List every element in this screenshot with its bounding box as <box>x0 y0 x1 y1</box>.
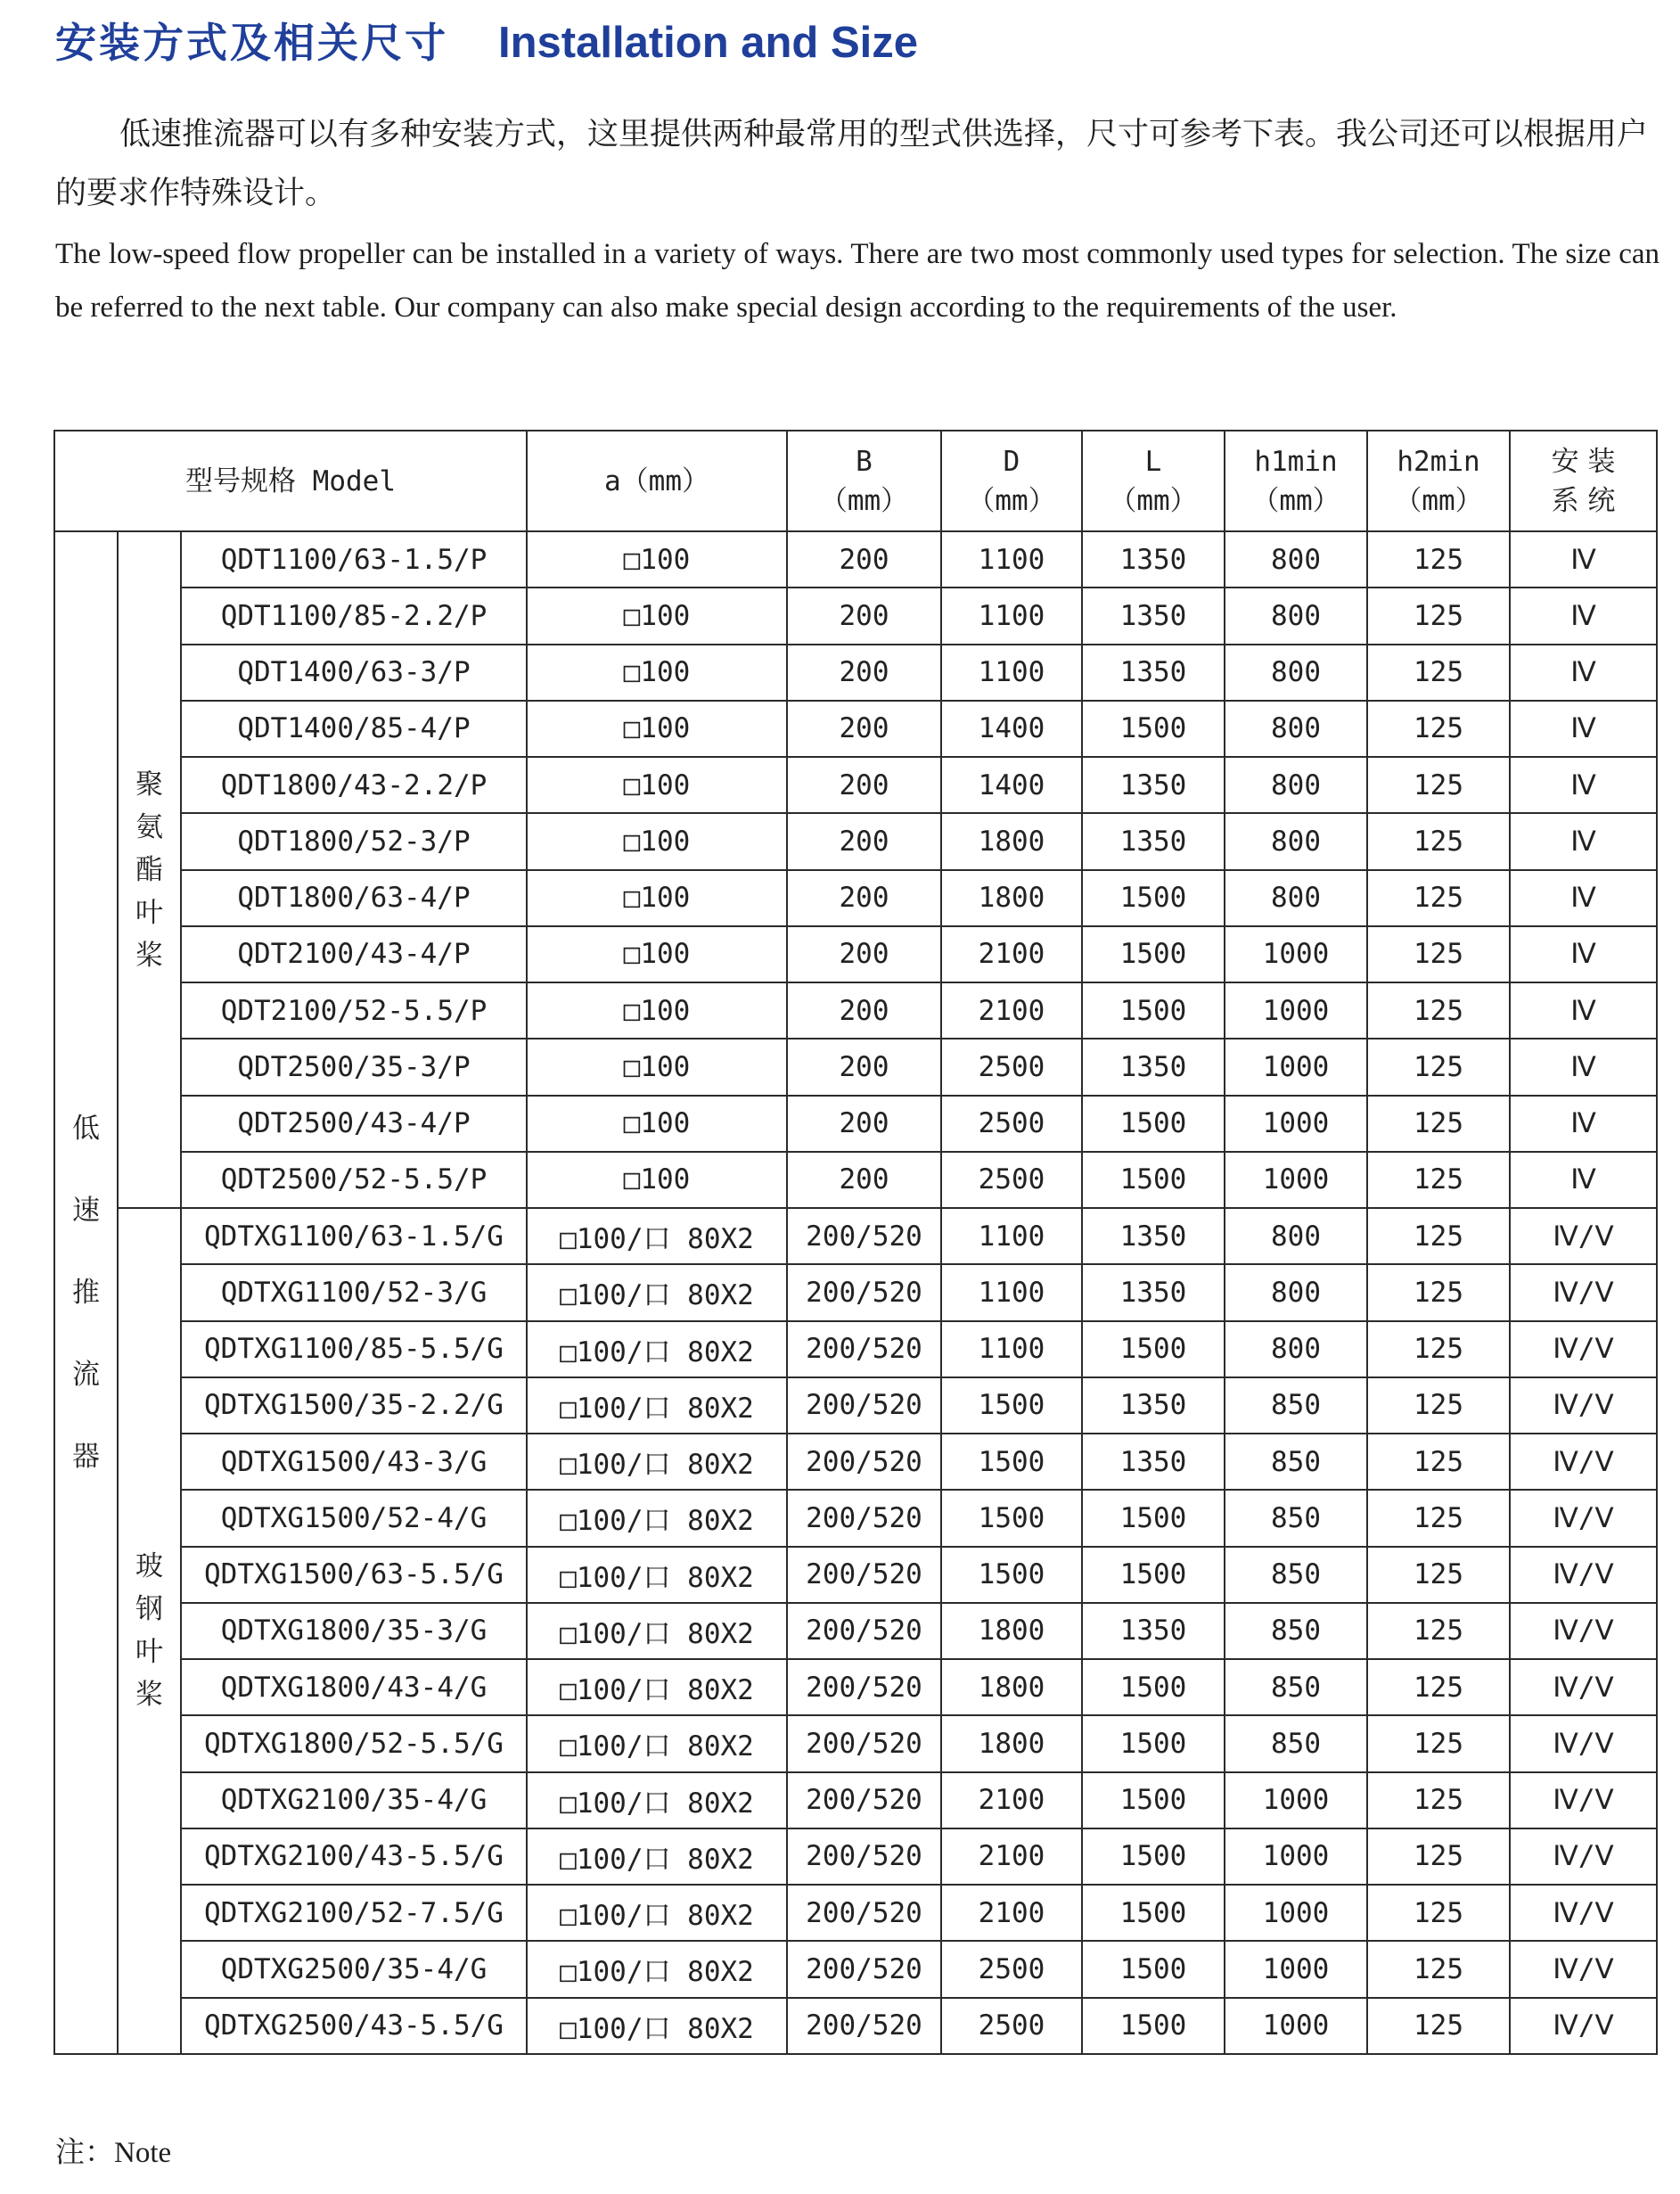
category-label-char: 器 <box>72 1440 100 1473</box>
page-title <box>55 11 918 70</box>
h1min-cell: 1000 <box>1225 1772 1367 1828</box>
d-cell: 2100 <box>941 1885 1082 1941</box>
a-cell: □100/口 80X2 <box>527 1547 787 1603</box>
category-label-char: 流 <box>72 1358 100 1391</box>
h1min-cell: 800 <box>1225 588 1367 644</box>
d-cell: 2100 <box>941 926 1082 982</box>
table-row <box>54 1998 1657 2054</box>
header-h1min <box>1225 431 1367 531</box>
l-cell: 1350 <box>1082 1603 1225 1659</box>
group-label-char: 聚 <box>135 768 163 801</box>
h2min-cell: 125 <box>1367 1434 1510 1490</box>
l-cell: 1500 <box>1082 1096 1225 1152</box>
h2min-cell: 125 <box>1367 531 1510 588</box>
install-system-cell: Ⅳ <box>1510 588 1657 644</box>
d-cell: 1800 <box>941 813 1082 869</box>
table-row <box>54 1096 1657 1152</box>
h1min-cell: 850 <box>1225 1715 1367 1771</box>
d-cell: 1100 <box>941 1264 1082 1320</box>
spec-table <box>53 430 1658 2055</box>
model-cell: QDT2500/35-3/P <box>181 1039 527 1095</box>
a-cell: □100/口 80X2 <box>527 1264 787 1320</box>
a-cell: □100 <box>527 701 787 757</box>
h1min-cell: 800 <box>1225 1321 1367 1377</box>
table-row <box>54 531 1657 588</box>
table-row <box>54 1885 1657 1941</box>
install-system-cell: Ⅳ <box>1510 1039 1657 1095</box>
table-row <box>54 1490 1657 1546</box>
h2min-cell: 125 <box>1367 588 1510 644</box>
a-cell: □100 <box>527 813 787 869</box>
header-b <box>787 431 941 531</box>
header-a: a（mm） <box>527 431 787 531</box>
h2min-cell: 125 <box>1367 813 1510 869</box>
install-system-cell: Ⅳ/Ⅴ <box>1510 1998 1657 2054</box>
b-cell: 200/520 <box>787 1659 941 1715</box>
header-h2-unit: （mm） <box>1394 484 1483 517</box>
model-cell: QDT1800/52-3/P <box>181 813 527 869</box>
header-install-system <box>1510 431 1657 531</box>
h2min-cell: 125 <box>1367 1659 1510 1715</box>
l-cell: 1500 <box>1082 1998 1225 2054</box>
d-cell: 1500 <box>941 1490 1082 1546</box>
h2min-cell: 125 <box>1367 1264 1510 1320</box>
a-cell: □100 <box>527 1152 787 1208</box>
model-cell: QDT2100/52-5.5/P <box>181 982 527 1039</box>
l-cell: 1350 <box>1082 813 1225 869</box>
group-label-char: 氨 <box>135 810 163 843</box>
install-system-cell: Ⅳ/Ⅴ <box>1510 1772 1657 1828</box>
l-cell: 1500 <box>1082 1885 1225 1941</box>
a-cell: □100 <box>527 757 787 813</box>
model-cell: QDTXG1500/43-3/G <box>181 1434 527 1490</box>
a-cell: □100/口 80X2 <box>527 1321 787 1377</box>
d-cell: 1100 <box>941 531 1082 588</box>
h1min-cell: 850 <box>1225 1434 1367 1490</box>
header-model: 型号规格 Model <box>54 431 527 531</box>
d-cell: 1500 <box>941 1547 1082 1603</box>
b-cell: 200/520 <box>787 1603 941 1659</box>
d-cell: 1500 <box>941 1377 1082 1434</box>
d-cell: 1100 <box>941 1321 1082 1377</box>
h2min-cell: 125 <box>1367 1377 1510 1434</box>
model-cell: QDTXG1100/52-3/G <box>181 1264 527 1320</box>
h1min-cell: 1000 <box>1225 926 1367 982</box>
table-row <box>54 1434 1657 1490</box>
category-label-char: 速 <box>72 1194 100 1227</box>
h2min-cell: 125 <box>1367 1490 1510 1546</box>
category-label-char: 低 <box>72 1112 100 1145</box>
b-cell: 200/520 <box>787 1547 941 1603</box>
h2min-cell: 125 <box>1367 1941 1510 1997</box>
h2min-cell: 125 <box>1367 1828 1510 1885</box>
b-cell: 200 <box>787 870 941 926</box>
install-system-cell: Ⅳ <box>1510 701 1657 757</box>
d-cell: 2500 <box>941 1096 1082 1152</box>
group-label-char: 玻 <box>135 1550 163 1583</box>
a-cell: □100/口 80X2 <box>527 1659 787 1715</box>
group-label-char: 桨 <box>135 1679 163 1712</box>
install-system-cell: Ⅳ/Ⅴ <box>1510 1264 1657 1320</box>
table-row <box>54 588 1657 644</box>
b-cell: 200 <box>787 813 941 869</box>
install-system-cell: Ⅳ/Ⅴ <box>1510 1603 1657 1659</box>
model-cell: QDT1400/63-3/P <box>181 645 527 701</box>
header-h1-label: h1min <box>1254 445 1338 478</box>
header-l <box>1082 431 1225 531</box>
title-chinese: 安装方式及相关尺寸 <box>55 19 448 67</box>
install-system-cell: Ⅳ <box>1510 870 1657 926</box>
model-cell: QDT1400/85-4/P <box>181 701 527 757</box>
h2min-cell: 125 <box>1367 1039 1510 1095</box>
l-cell: 1500 <box>1082 1715 1225 1771</box>
header-l-label: L <box>1144 445 1162 478</box>
a-cell: □100 <box>527 982 787 1039</box>
group-label-char: 酯 <box>135 853 163 886</box>
d-cell: 1100 <box>941 1208 1082 1264</box>
a-cell: □100 <box>527 870 787 926</box>
install-system-cell: Ⅳ <box>1510 982 1657 1039</box>
h1min-cell: 1000 <box>1225 1828 1367 1885</box>
install-system-cell: Ⅳ/Ⅴ <box>1510 1828 1657 1885</box>
table-header <box>54 431 1657 531</box>
d-cell: 1800 <box>941 1603 1082 1659</box>
category-label <box>54 531 118 2054</box>
a-cell: □100/口 80X2 <box>527 1715 787 1771</box>
h2min-cell: 125 <box>1367 1885 1510 1941</box>
model-cell: QDTXG1500/35-2.2/G <box>181 1377 527 1434</box>
header-b-unit: （mm） <box>819 484 909 517</box>
b-cell: 200 <box>787 982 941 1039</box>
install-system-cell: Ⅳ <box>1510 926 1657 982</box>
l-cell: 1500 <box>1082 701 1225 757</box>
h1min-cell: 800 <box>1225 701 1367 757</box>
table-row <box>54 1941 1657 1997</box>
model-cell: QDT2500/43-4/P <box>181 1096 527 1152</box>
b-cell: 200/520 <box>787 1434 941 1490</box>
model-cell: QDT1800/43-2.2/P <box>181 757 527 813</box>
b-cell: 200/520 <box>787 1264 941 1320</box>
note-label: 注：Note <box>55 2137 172 2169</box>
table-row <box>54 1039 1657 1095</box>
a-cell: □100/口 80X2 <box>527 1772 787 1828</box>
category-label-char: 推 <box>72 1276 100 1309</box>
l-cell: 1500 <box>1082 1772 1225 1828</box>
h2min-cell: 125 <box>1367 645 1510 701</box>
h1min-cell: 1000 <box>1225 1096 1367 1152</box>
h1min-cell: 850 <box>1225 1547 1367 1603</box>
b-cell: 200 <box>787 1039 941 1095</box>
l-cell: 1350 <box>1082 1039 1225 1095</box>
h1min-cell: 1000 <box>1225 1885 1367 1941</box>
table-row <box>54 1828 1657 1885</box>
d-cell: 1800 <box>941 870 1082 926</box>
l-cell: 1350 <box>1082 531 1225 588</box>
install-system-cell: Ⅳ <box>1510 757 1657 813</box>
b-cell: 200/520 <box>787 1377 941 1434</box>
a-cell: □100/口 80X2 <box>527 1603 787 1659</box>
d-cell: 2500 <box>941 1998 1082 2054</box>
h2min-cell: 125 <box>1367 926 1510 982</box>
table-row <box>54 813 1657 869</box>
h1min-cell: 850 <box>1225 1490 1367 1546</box>
b-cell: 200/520 <box>787 1321 941 1377</box>
a-cell: □100/口 80X2 <box>527 1490 787 1546</box>
a-cell: □100 <box>527 588 787 644</box>
l-cell: 1500 <box>1082 1547 1225 1603</box>
model-cell: QDTXG2100/43-5.5/G <box>181 1828 527 1885</box>
model-cell: QDT2500/52-5.5/P <box>181 1152 527 1208</box>
h2min-cell: 125 <box>1367 1547 1510 1603</box>
b-cell: 200/520 <box>787 1490 941 1546</box>
l-cell: 1350 <box>1082 1377 1225 1434</box>
table-row <box>54 645 1657 701</box>
l-cell: 1350 <box>1082 757 1225 813</box>
a-cell: □100 <box>527 531 787 588</box>
install-system-cell: Ⅳ/Ⅴ <box>1510 1941 1657 1997</box>
model-cell: QDTXG1800/35-3/G <box>181 1603 527 1659</box>
h1min-cell: 850 <box>1225 1659 1367 1715</box>
a-cell: □100/口 80X2 <box>527 1941 787 1997</box>
b-cell: 200/520 <box>787 1885 941 1941</box>
h1min-cell: 1000 <box>1225 1039 1367 1095</box>
b-cell: 200 <box>787 645 941 701</box>
table-row <box>54 1772 1657 1828</box>
group-label <box>118 1208 181 2054</box>
h1min-cell: 850 <box>1225 1603 1367 1659</box>
l-cell: 1500 <box>1082 1490 1225 1546</box>
header-system-line2: 系 统 <box>1551 484 1616 517</box>
install-system-cell: Ⅳ <box>1510 645 1657 701</box>
b-cell: 200 <box>787 1096 941 1152</box>
group-label <box>118 531 181 1208</box>
table-body <box>54 531 1657 2054</box>
h1min-cell: 800 <box>1225 1208 1367 1264</box>
b-cell: 200 <box>787 701 941 757</box>
d-cell: 1500 <box>941 1434 1082 1490</box>
install-system-cell: Ⅳ/Ⅴ <box>1510 1885 1657 1941</box>
d-cell: 1100 <box>941 588 1082 644</box>
install-system-cell: Ⅳ/Ⅴ <box>1510 1321 1657 1377</box>
b-cell: 200 <box>787 531 941 588</box>
l-cell: 1500 <box>1082 1828 1225 1885</box>
h2min-cell: 125 <box>1367 982 1510 1039</box>
d-cell: 2500 <box>941 1039 1082 1095</box>
header-system-line1: 安 装 <box>1551 445 1616 478</box>
table-row <box>54 1547 1657 1603</box>
group-label-char: 叶 <box>135 896 163 929</box>
a-cell: □100 <box>527 1039 787 1095</box>
table-row <box>54 870 1657 926</box>
model-cell: QDTXG1800/43-4/G <box>181 1659 527 1715</box>
install-system-cell: Ⅳ <box>1510 531 1657 588</box>
l-cell: 1500 <box>1082 926 1225 982</box>
model-cell: QDT1100/63-1.5/P <box>181 531 527 588</box>
d-cell: 1800 <box>941 1715 1082 1771</box>
a-cell: □100 <box>527 645 787 701</box>
l-cell: 1350 <box>1082 1264 1225 1320</box>
a-cell: □100 <box>527 926 787 982</box>
table-row <box>54 1321 1657 1377</box>
intro-chinese: 低速推流器可以有多种安装方式，这里提供两种最常用的型式供选择，尺寸可参考下表。我公司还可以根据用户的要求作特殊设计。 <box>55 117 1649 211</box>
l-cell: 1350 <box>1082 1208 1225 1264</box>
h1min-cell: 800 <box>1225 870 1367 926</box>
a-cell: □100/口 80X2 <box>527 1377 787 1434</box>
d-cell: 1100 <box>941 645 1082 701</box>
table-row <box>54 1659 1657 1715</box>
header-l-unit: （mm） <box>1109 484 1198 517</box>
model-cell: QDTXG1800/52-5.5/G <box>181 1715 527 1771</box>
l-cell: 1500 <box>1082 982 1225 1039</box>
model-cell: QDT2100/43-4/P <box>181 926 527 982</box>
h1min-cell: 800 <box>1225 757 1367 813</box>
d-cell: 1400 <box>941 701 1082 757</box>
h2min-cell: 125 <box>1367 1603 1510 1659</box>
install-system-cell: Ⅳ/Ⅴ <box>1510 1547 1657 1603</box>
table-row <box>54 926 1657 982</box>
d-cell: 2100 <box>941 1772 1082 1828</box>
header-h2min <box>1367 431 1510 531</box>
table-row <box>54 1377 1657 1434</box>
h2min-cell: 125 <box>1367 1152 1510 1208</box>
header-h1-unit: （mm） <box>1251 484 1340 517</box>
h2min-cell: 125 <box>1367 1715 1510 1771</box>
install-system-cell: Ⅳ/Ⅴ <box>1510 1377 1657 1434</box>
install-system-cell: Ⅳ/Ⅴ <box>1510 1208 1657 1264</box>
model-cell: QDTXG1100/63-1.5/G <box>181 1208 527 1264</box>
title-english: Installation and Size <box>498 19 919 67</box>
h2min-cell: 125 <box>1367 1998 1510 2054</box>
b-cell: 200/520 <box>787 1715 941 1771</box>
h2min-cell: 125 <box>1367 1772 1510 1828</box>
b-cell: 200 <box>787 757 941 813</box>
h1min-cell: 850 <box>1225 1377 1367 1434</box>
h1min-cell: 800 <box>1225 813 1367 869</box>
h1min-cell: 1000 <box>1225 1152 1367 1208</box>
b-cell: 200/520 <box>787 1828 941 1885</box>
model-cell: QDTXG1100/85-5.5/G <box>181 1321 527 1377</box>
l-cell: 1500 <box>1082 870 1225 926</box>
a-cell: □100/口 80X2 <box>527 1998 787 2054</box>
d-cell: 1400 <box>941 757 1082 813</box>
model-cell: QDTXG2500/43-5.5/G <box>181 1998 527 2054</box>
b-cell: 200 <box>787 926 941 982</box>
model-cell: QDT1800/63-4/P <box>181 870 527 926</box>
d-cell: 1800 <box>941 1659 1082 1715</box>
intro-english: The low-speed flow propeller can be installed in a variety of ways. There are two most commonly used types for selection. The size can be referred to the next table. Our company can also make special design according to the requirements of the user. <box>55 238 1660 324</box>
h1min-cell: 1000 <box>1225 1998 1367 2054</box>
l-cell: 1350 <box>1082 645 1225 701</box>
install-system-cell: Ⅳ <box>1510 1152 1657 1208</box>
table-row <box>54 701 1657 757</box>
h1min-cell: 1000 <box>1225 1941 1367 1997</box>
install-system-cell: Ⅳ/Ⅴ <box>1510 1434 1657 1490</box>
table-row <box>54 1152 1657 1208</box>
install-system-cell: Ⅳ/Ⅴ <box>1510 1715 1657 1771</box>
h2min-cell: 125 <box>1367 1208 1510 1264</box>
model-cell: QDTXG2100/35-4/G <box>181 1772 527 1828</box>
l-cell: 1500 <box>1082 1152 1225 1208</box>
group-label-char: 钢 <box>135 1593 163 1626</box>
b-cell: 200/520 <box>787 1772 941 1828</box>
h2min-cell: 125 <box>1367 870 1510 926</box>
install-system-cell: Ⅳ <box>1510 813 1657 869</box>
h2min-cell: 125 <box>1367 1096 1510 1152</box>
header-d <box>941 431 1082 531</box>
d-cell: 2100 <box>941 1828 1082 1885</box>
b-cell: 200/520 <box>787 1208 941 1264</box>
b-cell: 200 <box>787 1152 941 1208</box>
table-row <box>54 1603 1657 1659</box>
h2min-cell: 125 <box>1367 757 1510 813</box>
table-row <box>54 1715 1657 1771</box>
l-cell: 1350 <box>1082 588 1225 644</box>
a-cell: □100 <box>527 1096 787 1152</box>
group-label-char: 叶 <box>135 1636 163 1669</box>
h1min-cell: 800 <box>1225 531 1367 588</box>
h1min-cell: 800 <box>1225 645 1367 701</box>
install-system-cell: Ⅳ <box>1510 1096 1657 1152</box>
group-label-char: 桨 <box>135 939 163 972</box>
install-system-cell: Ⅳ/Ⅴ <box>1510 1490 1657 1546</box>
table-row <box>54 1208 1657 1264</box>
l-cell: 1500 <box>1082 1321 1225 1377</box>
model-cell: QDTXG1500/52-4/G <box>181 1490 527 1546</box>
a-cell: □100/口 80X2 <box>527 1208 787 1264</box>
table-row <box>54 982 1657 1039</box>
h1min-cell: 1000 <box>1225 982 1367 1039</box>
a-cell: □100/口 80X2 <box>527 1828 787 1885</box>
d-cell: 2500 <box>941 1152 1082 1208</box>
a-cell: □100/口 80X2 <box>527 1885 787 1941</box>
header-d-unit: （mm） <box>967 484 1056 517</box>
b-cell: 200/520 <box>787 1998 941 2054</box>
d-cell: 2100 <box>941 982 1082 1039</box>
header-b-label: B <box>856 445 873 478</box>
l-cell: 1350 <box>1082 1434 1225 1490</box>
model-cell: QDTXG2500/35-4/G <box>181 1941 527 1997</box>
a-cell: □100/口 80X2 <box>527 1434 787 1490</box>
model-cell: QDTXG1500/63-5.5/G <box>181 1547 527 1603</box>
l-cell: 1500 <box>1082 1941 1225 1997</box>
d-cell: 2500 <box>941 1941 1082 1997</box>
h2min-cell: 125 <box>1367 1321 1510 1377</box>
install-system-cell: Ⅳ/Ⅴ <box>1510 1659 1657 1715</box>
b-cell: 200/520 <box>787 1941 941 1997</box>
l-cell: 1500 <box>1082 1659 1225 1715</box>
h2min-cell: 125 <box>1367 701 1510 757</box>
table-row <box>54 757 1657 813</box>
table-row <box>54 1264 1657 1320</box>
model-cell: QDTXG2100/52-7.5/G <box>181 1885 527 1941</box>
header-h2-label: h2min <box>1397 445 1480 478</box>
header-d-label: D <box>1003 445 1020 478</box>
h1min-cell: 800 <box>1225 1264 1367 1320</box>
b-cell: 200 <box>787 588 941 644</box>
model-cell: QDT1100/85-2.2/P <box>181 588 527 644</box>
